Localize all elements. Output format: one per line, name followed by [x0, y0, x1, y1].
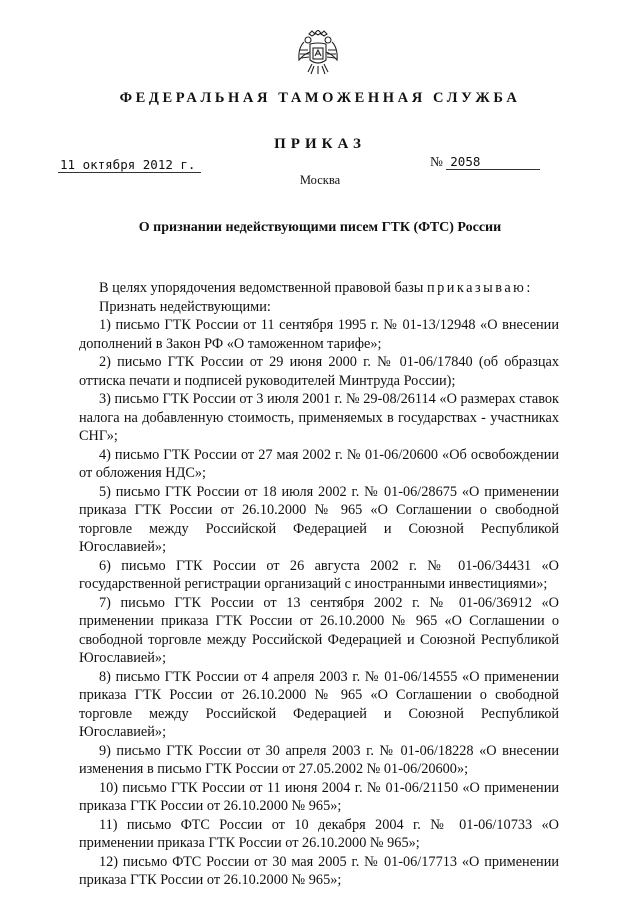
list-item: 11) письмо ФТС России от 10 декабря 2004 г. № 01-06/10733 «О применении приказа ГТК России от 26.10.2000 № 965»;	[79, 816, 559, 851]
list-item: 12) письмо ФТС России от 30 мая 2005 г. № 01-06/17713 «О применении приказа ГТК России от 26.10.2000 № 965»;	[79, 853, 559, 888]
list-item: 5) письмо ГТК России от 18 июля 2002 г. № 01-06/28675 «О применении приказа ГТК России от 26.10.2000 № 965 «О Соглашении о свободной торговле между Российской Федерацией и Союзной Республикой Югославией»;	[79, 483, 559, 555]
list-item: 3) письмо ГТК России от 3 июля 2001 г. № 29-08/26114 «О размерах ставок налога на добавленную стоимость, применяемых в государствах - участниках СНГ»;	[79, 391, 559, 444]
document-city: Москва	[299, 173, 341, 187]
list-item: 8) письмо ГТК России от 4 апреля 2003 г. № 01-06/14555 «О применении приказа ГТК России от 26.10.2000 № 965 «О Соглашении о свободной торговле между Российской Федерацией и Союзной Республикой Югославией»;	[79, 668, 559, 740]
list-item: 1) письмо ГТК России от 11 сентября 1995 г. № 01-13/12948 «О внесении дополнений в Закон РФ «О таможенном тарифе»;	[79, 317, 559, 352]
list-item: 4) письмо ГТК России от 27 мая 2002 г. № 01-06/20600 «Об освобождении от обложения НДС»;	[79, 446, 559, 481]
document-type: ПРИКАЗ	[274, 136, 366, 152]
list-item: 7) письмо ГТК России от 13 сентября 2002 г. № 01-06/36912 «О применении приказа ГТК России от 26.10.2000 № 965 «О Соглашении о свободной торговле между Российской Федерацией и Союзной Республикой Югославией»;	[79, 594, 559, 666]
number-label: №	[430, 154, 443, 169]
intro-paragraph	[79, 279, 559, 298]
list-item: 2) письмо ГТК России от 29 июня 2000 г. № 01-06/17840 (об образцах оттиска печати и подписей руководителей Минтруда России);	[79, 354, 559, 389]
agency-title: ФЕДЕРАЛЬНАЯ ТАМОЖЕННАЯ СЛУЖБА	[119, 90, 521, 106]
document-body	[79, 279, 559, 890]
list-item: 6) письмо ГТК России от 26 августа 2002 г. № 01-06/34431 «О государственной регистрации организаций с иностранными инвестициями»;	[79, 557, 559, 592]
intro-order-word: приказываю:	[426, 280, 533, 296]
document-number	[430, 154, 540, 170]
list-item: 9) письмо ГТК России от 30 апреля 2003 г. № 01-06/18228 «О внесении изменения в письмо ГТК России от 27.05.2002 № 01-06/20600»;	[79, 742, 559, 777]
intro-text: В целях упорядочения ведомственной правовой базы	[99, 280, 427, 296]
list-item: 10) письмо ГТК России от 11 июня 2004 г. № 01-06/21150 «О применении приказа ГТК России от 26.10.2000 № 965»;	[79, 779, 559, 814]
double-headed-eagle-icon	[296, 30, 340, 76]
document-subject: О признании недействующими писем ГТК (ФТС) России	[138, 220, 502, 235]
number-value: 2058	[446, 154, 540, 170]
declare-paragraph: Признать недействующими:	[99, 298, 271, 315]
document-date: 11 октября 2012 г.	[58, 157, 201, 173]
